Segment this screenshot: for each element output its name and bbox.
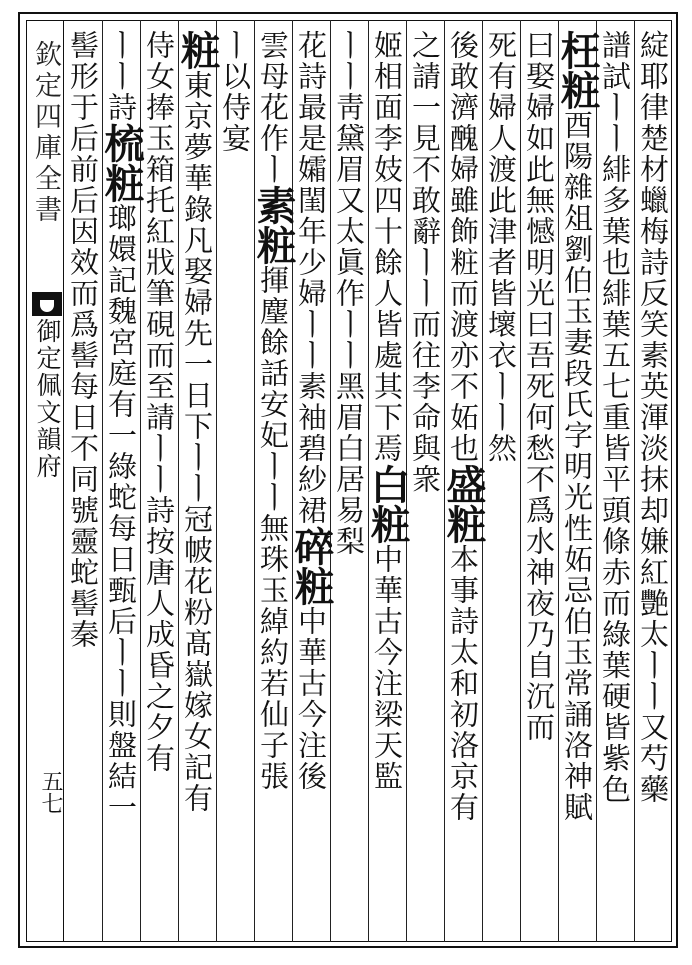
text-column	[98, 30, 145, 823]
column-text: 瑯嬛記魏宮庭有一綠蛇每日甄后ㅣㅣ則盤結一	[104, 203, 138, 823]
column-text: 死有婦人渡此津者皆壞衣ㅣㅣ然	[484, 30, 518, 464]
entry-heading: 白粧	[364, 464, 411, 544]
column-text: 侍女捧玉箱托紅戕筆硯而至請ㅣㅣ詩按唐人成昏之夕有	[142, 30, 176, 774]
entry-heading: 梳粧	[98, 123, 145, 203]
column-text: 姬相面李妓四十餘人皆處其下焉	[370, 30, 404, 464]
column-text: 中華古今注梁天監	[370, 544, 404, 792]
column-text: 花詩最是孀閨年少婦ㅣㅣ素袖碧紗裙	[294, 30, 328, 526]
column-text: 髻形于后前后因效而爲髻每日不同號靈蛇髻秦	[66, 30, 100, 650]
text-column	[250, 30, 297, 792]
column-text: 曰娶婦如此無憾明光曰吾死何愁不爲水神夜乃自沉而	[522, 30, 556, 743]
margin-book-title: 御定佩文韻府	[33, 318, 62, 480]
column-text: ㅣㅣ詩	[104, 30, 138, 123]
fish-tail-mark-icon	[32, 292, 62, 316]
entry-heading: 碎粧	[288, 526, 335, 606]
column-text: 綻耶律楚材蠟梅詩反笑素英渾淡抹却嫌紅艷太ㅣㅣ又芍藥	[636, 30, 670, 805]
column-text: 東京夢華錄凡娶婦先一日下ㅣㅣ冠帔花粉髙嶽嫁女記有	[180, 70, 214, 814]
entry-heading: 粧	[174, 30, 221, 70]
entry-heading: 素粧	[250, 185, 297, 265]
column-text: 雲母花作ㅣ	[256, 30, 290, 185]
text-column	[364, 30, 411, 792]
text-column	[440, 30, 487, 823]
column-text: 譜試ㅣㅣ緋多葉也緋葉五七重皆平頭條赤而綠葉硬皆紫色	[598, 30, 632, 805]
text-column	[63, 30, 103, 650]
entry-heading: 枉粧	[554, 30, 601, 110]
text-column	[519, 30, 559, 743]
text-column	[595, 30, 635, 805]
column-text: 本事詩太和初洛京有	[446, 544, 480, 823]
column-text: 之請一見不敢辭ㅣㅣ而往李命與衆	[408, 30, 442, 495]
text-column	[329, 30, 369, 557]
text-column	[633, 30, 673, 805]
text-column	[405, 30, 445, 495]
text-column	[554, 30, 601, 823]
column-text: ㅣ以侍宴	[218, 30, 252, 154]
text-column	[288, 30, 335, 792]
page-number: 五七	[38, 770, 63, 814]
margin-title: 欽定四庫全書	[30, 40, 61, 226]
text-column	[139, 30, 179, 774]
text-column	[215, 30, 255, 154]
column-text: 酉陽雜俎劉伯玉妻段氏字明光性妬忌伯玉常誦洛神賦	[560, 110, 594, 823]
text-column	[481, 30, 521, 464]
text-column	[174, 30, 221, 814]
column-text: ㅣㅣ靑黛眉又太眞作ㅣㅣ黑眉白居易梨	[332, 30, 366, 557]
column-text: 中華古今注後	[294, 606, 328, 792]
entry-heading: 盛粧	[440, 464, 487, 544]
column-text: 揮麈餘話安妃ㅣㅣ無珠玉綽約若仙子張	[256, 265, 290, 792]
column-text: 後敢濟醜婦雖飾粧而渡亦不妬也	[446, 30, 480, 464]
